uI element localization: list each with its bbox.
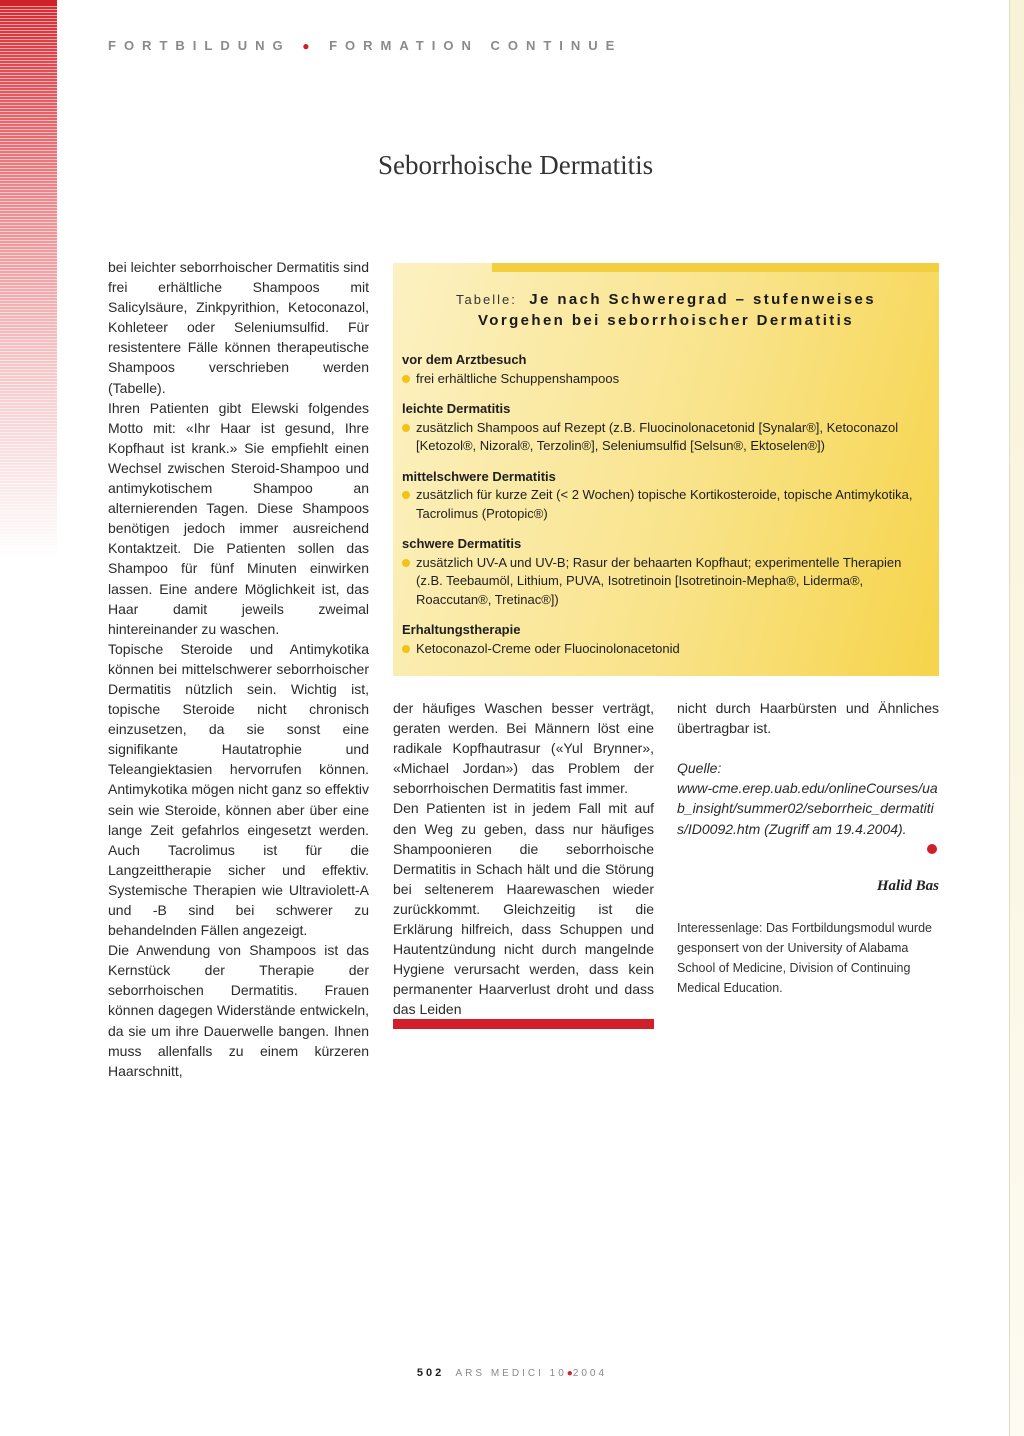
journal-name: ARS MEDICI 10 — [455, 1368, 567, 1379]
journal-year: 2004 — [572, 1368, 608, 1379]
paragraph: Die Anwendung von Shampoos ist das Kernstück der Therapie der seborrhoischen Dermatitis. Frauen können dagegen Widerstände entwickeln, da sie um ihre Dauerwelle bangen. Ihnen muss allenfalls zu einem kürzeren Haarschnitt, — [108, 942, 369, 1079]
article-column-3 — [677, 698, 939, 839]
paragraph: nicht durch Haarbürsten und Ähnliches übertragbar ist. — [677, 700, 939, 737]
section-item — [402, 640, 927, 659]
paragraph: Topische Steroide und Antimykotika können bei mittelschwerer seborrhoischer Dermatitis nützlich sein. Wichtig ist, topische Steroide nicht chronisch einzusetzen, da sie sonst eine signifikante Hautatrophie und Teleangiektasien hervorrufen können. Antimykotika mögen nicht ganz so effektiv sein wie Steroide, können aber über eine lange Zeit gefahrlos eingesetzt werden. Auch Tacrolimus ist für die Langzeittherapie sicher und effektiv. Systemische Therapien wie Ultraviolett-A und -B sind bei schwerer zu behandelnden Fällen angezeigt. — [108, 640, 369, 939]
bullet-icon — [402, 424, 410, 432]
footer-dot: ● — [566, 1368, 573, 1379]
page-footer — [0, 1367, 1024, 1379]
article-column-1 — [108, 257, 369, 1081]
paragraph: der häufiges Waschen besser verträgt, geraten werden. Bei Männern löst eine radikale Kopfhautrasur («Yul Brynner», «Michael Jordan») das Problem der seborrhoischen Dermatitis fast immer. — [393, 700, 654, 797]
section-title: vor dem Arztbesuch — [402, 352, 527, 367]
paragraph: bei leichter seborrhoischer Dermatitis sind frei erhältliche Shampoos mit Salicylsäure, Zinkpyrithion, Ketoconazol, Kohleteer oder Seleniumsulfid. Für resistentere Fälle können therapeutische Shampoos verschrieben werden (Tabelle). — [108, 259, 369, 396]
therapy-table-box — [393, 263, 939, 676]
section-label-fr: FORMATION CONTINUE — [329, 38, 623, 53]
section-text: zusätzlich für kurze Zeit (< 2 Wochen) topische Kortikosteroide, topische Antimykotika, Tacrolimus (Protopic®) — [416, 487, 913, 521]
section-text: zusätzlich UV-A und UV-B; Rasur der behaarten Kopfhaut; experimentelle Therapien (z.B. Teebaumöl, Lithium, PUVA, Isotretinoin [Isotretinoin-Mepha®, Liderma®, Roaccutan®, Tretinac®]) — [416, 554, 902, 607]
section-title: leichte Dermatitis — [402, 401, 511, 416]
section-item — [402, 370, 927, 389]
table-prefix: Tabelle: — [456, 292, 517, 307]
section-title: mittelschwere Dermatitis — [402, 468, 556, 484]
bullet-icon — [402, 491, 410, 499]
section-text: frei erhältliche Schuppenshampoos — [416, 370, 620, 386]
section-item — [402, 419, 927, 456]
section-text: Ketoconazol-Creme oder Fluocinolonacetonid — [416, 640, 680, 656]
article-column-2 — [393, 698, 654, 1020]
spacer — [677, 738, 939, 758]
article-end-dot — [927, 844, 937, 854]
section-item — [402, 554, 927, 610]
table-body — [402, 351, 927, 670]
disclosure-note: Interessenlage: Das Fortbildungsmodul wurde gesponsert von der University of Alabama School of Medicine, Division of Continuing Medical Education. — [677, 921, 932, 995]
page-number: 502 — [416, 1367, 445, 1379]
table-title-line-1: Je nach Schweregrad – stufenweises — [529, 291, 876, 308]
bullet-icon — [402, 375, 410, 383]
table-section — [402, 535, 927, 609]
table-heading — [393, 289, 939, 331]
section-text: zusätzlich Shampoos auf Rezept (z.B. Fluocinolonacetonid [Synalar®], Ketoconazol [Ketozol®, Nizoral®, Terzolin®], Seleniumsulfid [Selsun®, Ektoselen®]) — [416, 419, 899, 453]
right-margin-band — [1010, 0, 1024, 1436]
table-title-line-2: Vorgehen bei seborrhoischer Dermatitis — [477, 312, 854, 329]
section-title: Erhaltungstherapie — [402, 622, 521, 637]
source-link[interactable]: www-cme.erep.uab.edu/onlineCourses/uab_insight/summer02/seborrheic_dermatitis/ID0092.htm (Zugriff am 19.4.2004). — [677, 780, 938, 837]
red-divider-bar — [393, 1019, 654, 1029]
author-name: Halid Bas — [876, 878, 939, 894]
left-decorative-stripe — [0, 0, 57, 560]
source-label: Quelle: — [677, 760, 722, 777]
paragraph: Ihren Patienten gibt Elewski folgendes Motto mit: «Ihr Haar ist gesund, Ihre Kopfhaut ist krank.» Sie empfiehlt einen Wechsel zwischen Steroid-Shampoo und antimykotischem Shampoo an alternierenden Tagen. Diese Shampoos benötigen jedoch immer ausreichend Kontaktzeit. Die Patienten sollen das Shampoo für fünf Minuten einwirken lassen. Eine andere Möglichkeit ist, das Haar damit jeweils zweimal hintereinander zu waschen. — [108, 399, 369, 637]
table-section — [402, 400, 927, 456]
left-stripe-top-edge — [0, 0, 57, 6]
table-section — [402, 351, 927, 388]
section-item — [402, 486, 927, 523]
bullet-icon — [402, 645, 410, 653]
table-top-bar — [492, 263, 939, 272]
paragraph: Den Patienten ist in jedem Fall mit auf den Weg zu geben, dass nur häufiges Shampoonieren die seborrhoische Dermatitis in Schach hält und die Störung bei seltenerem Haarewaschen wieder zurückkommt. Gleichzeitig ist die Erklärung hilfreich, dass Schuppen und Hautentzündung nicht durch mangelnde Hygiene verursacht werden, dass kein permanenter Haarverlust droht und dass das Leiden — [393, 800, 654, 1018]
article-title: Seborrhoische Dermatitis — [378, 150, 654, 180]
header-separator-dot: ● — [302, 39, 318, 53]
bullet-icon — [402, 559, 410, 567]
section-label-de: FORTBILDUNG — [108, 38, 291, 53]
section-header — [108, 38, 622, 53]
table-section — [402, 468, 927, 524]
table-section — [402, 621, 927, 658]
section-title: schwere Dermatitis — [402, 536, 522, 551]
